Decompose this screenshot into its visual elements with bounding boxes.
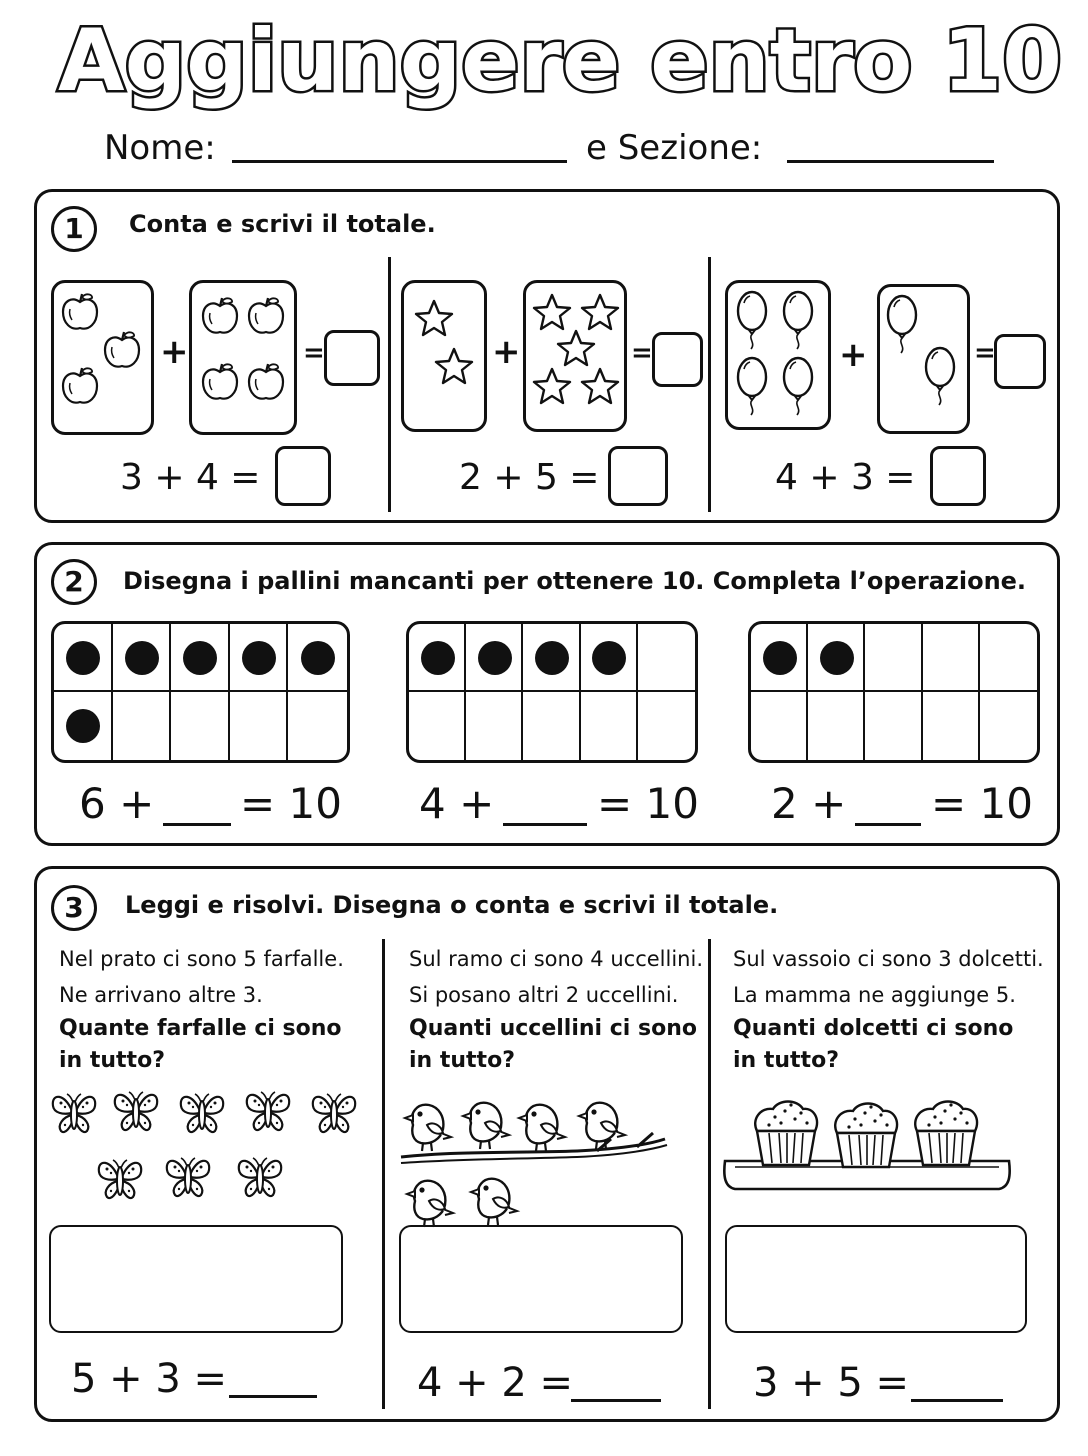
counter-dot [242,641,276,675]
section-1 [34,189,1060,523]
ten-frame-cell[interactable] [865,624,922,692]
counter-dot [66,641,100,675]
worksheet-title-area [0,2,1088,112]
equals-sign: = [303,338,325,368]
counter-dot [820,641,854,675]
equation-answer-box-2[interactable] [608,446,668,506]
butterfly-icon [313,1094,355,1132]
balloon-icon [888,296,916,353]
ten-frame-cell[interactable] [171,624,230,692]
balloon-icon [784,292,812,349]
ten-frame-cell[interactable] [980,624,1037,692]
star-icon [534,369,570,403]
column-divider [382,939,385,1409]
column-divider [388,257,391,512]
star-icon [582,295,618,329]
section-2-number: 2 [51,559,97,605]
name-row [104,128,1004,172]
ten-frame-cell[interactable] [638,624,695,692]
bird-icon [471,1179,517,1225]
equation-answer-box-1[interactable] [275,446,331,506]
ten-frame-cell[interactable] [923,624,980,692]
bird-icon [463,1103,509,1149]
plus-sign: + [492,332,521,372]
column-divider [708,939,711,1409]
star-icon [582,369,618,403]
answer-box-1[interactable] [324,330,380,386]
plus-sign: + [160,332,189,372]
ten-equation-1-right: = 10 [240,779,342,828]
ten-frame-cell[interactable] [409,692,466,760]
balloon-icon [738,358,766,415]
balloon-group-right [877,284,970,434]
story-answer-blank-2[interactable] [571,1399,661,1402]
bird-picture [397,1079,697,1235]
ten-equation-3-blank[interactable] [855,823,921,826]
star-icon [558,331,594,365]
ten-equation-1-left: 6 + [79,779,155,828]
counter-dot [535,641,569,675]
story-line: Si posano altri 2 uccellini. [409,983,679,1007]
ten-equation-3-right: = 10 [931,779,1033,828]
section-2-instruction: Disegna i pallini mancanti per ottenere 10. Completa l’operazione. [123,567,1027,595]
cupcake-picture [717,1095,1017,1205]
story-equation-1: 5 + 3 = [71,1356,228,1402]
counter-dot [592,641,626,675]
butterfly-icon [115,1092,157,1130]
ten-frame-cell[interactable] [409,624,466,692]
story-question: Quanti dolcetti ci sono [733,1016,1014,1041]
section-3-instruction: Leggi e risolvi. Disegna o conta e scrivi il totale. [125,891,779,919]
equation-2: 2 + 5 = [459,457,600,498]
counter-dot [301,641,335,675]
star-icon [416,301,452,335]
butterfly-icon [239,1158,281,1196]
counter-dot [125,641,159,675]
cupcake-icon [835,1104,897,1168]
ten-frame-cell[interactable] [230,624,289,692]
story-answer-blank-1[interactable] [229,1395,317,1398]
ten-frame-cell[interactable] [980,692,1037,760]
story-line: Ne arrivano altre 3. [59,983,263,1007]
ten-frame-cell[interactable] [865,692,922,760]
ten-frame-cell[interactable] [113,624,172,692]
star-icon [534,295,570,329]
section-1-number: 1 [51,206,97,252]
equation-3: 4 + 3 = [775,457,916,498]
ten-frame-cell[interactable] [808,692,865,760]
ten-frame-cell[interactable] [171,692,230,760]
ten-frame-cell[interactable] [808,624,865,692]
plus-sign: + [839,335,868,375]
bird-icon [519,1105,565,1151]
ten-frame-cell[interactable] [113,692,172,760]
ten-frame-cell[interactable] [523,692,580,760]
balloon-icon [738,292,766,349]
story-equation-3: 3 + 5 = [753,1360,910,1406]
ten-frame-cell[interactable] [581,624,638,692]
ten-frame-2[interactable] [406,621,698,763]
column-divider [708,257,711,512]
apple-icon [249,364,283,399]
story-question: Quanti uccellini ci sono [409,1016,697,1041]
ten-frame-cell[interactable] [466,692,523,760]
balloon-group-left [725,280,831,430]
section-3-number: 3 [51,885,97,931]
name-input-line[interactable] [232,160,567,163]
section-3 [34,866,1060,1422]
story-question: Quante farfalle ci sono [59,1016,342,1041]
apple-group-right [189,280,297,435]
balloon-icon [926,348,954,405]
ten-frame-cell[interactable] [751,624,808,692]
ten-frame-cell[interactable] [230,692,289,760]
section-input-line[interactable] [787,160,994,163]
equation-1: 3 + 4 = [120,457,261,498]
cupcake-icon [755,1102,817,1166]
story-question: in tutto? [59,1048,165,1073]
apple-icon [63,368,97,403]
ten-equation-2-blank[interactable] [503,823,587,826]
story-equation-2: 4 + 2 = [417,1360,574,1406]
story-question: in tutto? [409,1048,515,1073]
story-question: in tutto? [733,1048,839,1073]
ten-equation-2-left: 4 + [419,779,495,828]
ten-frame-cell[interactable] [466,624,523,692]
butterfly-icon [53,1094,95,1132]
answer-box-2[interactable] [652,332,703,387]
counter-dot [183,641,217,675]
ten-equation-2-right: = 10 [597,779,699,828]
star-group-left [401,280,487,432]
answer-box-3[interactable] [994,334,1046,389]
apple-icon [105,332,139,367]
name-label: Nome: [104,128,216,168]
ten-frame-1[interactable] [51,621,350,763]
drawing-box-2[interactable] [399,1225,683,1333]
story-answer-blank-3[interactable] [911,1399,1003,1402]
counter-dot [478,641,512,675]
butterfly-icon [99,1160,141,1198]
ten-frame-cell[interactable] [288,692,347,760]
story-line: La mamma ne aggiunge 5. [733,983,1016,1007]
star-group-right [523,280,627,432]
counter-dot [66,709,100,743]
ten-equation-1-blank[interactable] [163,823,231,826]
apple-group-left [51,280,154,435]
butterfly-icon [181,1094,223,1132]
ten-frame-cell[interactable] [581,692,638,760]
section-label: e Sezione: [586,128,763,168]
balloon-icon [784,358,812,415]
equation-answer-box-3[interactable] [930,446,986,506]
story-line: Sul vassoio ci sono 3 dolcetti. [733,947,1044,971]
story-problem-3 [733,941,1044,1077]
section-2 [34,542,1060,846]
worksheet-title-svg [0,2,1088,112]
ten-frame-cell[interactable] [751,692,808,760]
bird-icon [405,1105,451,1151]
apple-icon [63,294,97,329]
ten-frame-cell[interactable] [523,624,580,692]
counter-dot [763,641,797,675]
section-1-instruction: Conta e scrivi il totale. [129,210,436,238]
ten-frame-3[interactable] [748,621,1040,763]
apple-icon [249,298,283,333]
story-line: Sul ramo ci sono 4 uccellini. [409,947,703,971]
cupcake-icon [915,1102,977,1166]
apple-icon [203,298,237,333]
butterfly-icon [247,1092,289,1130]
star-icon [436,349,472,383]
worksheet-title: Aggiungere entro 10 [58,11,1062,111]
equals-sign: = [974,338,996,368]
ten-frame-cell[interactable] [54,692,113,760]
equals-sign: = [631,338,653,368]
butterfly-icon [167,1158,209,1196]
drawing-box-3[interactable] [725,1225,1027,1333]
ten-frame-cell[interactable] [923,692,980,760]
butterfly-picture [45,1087,375,1213]
bird-icon [407,1181,453,1227]
drawing-box-1[interactable] [49,1225,343,1333]
ten-frame-cell[interactable] [54,624,113,692]
ten-frame-cell[interactable] [288,624,347,692]
ten-equation-3-left: 2 + [771,779,847,828]
apple-icon [203,364,237,399]
ten-frame-cell[interactable] [638,692,695,760]
bird-icon [579,1103,625,1149]
story-problem-2 [409,941,703,1077]
story-line: Nel prato ci sono 5 farfalle. [59,947,344,971]
story-problem-1 [59,941,344,1077]
counter-dot [421,641,455,675]
